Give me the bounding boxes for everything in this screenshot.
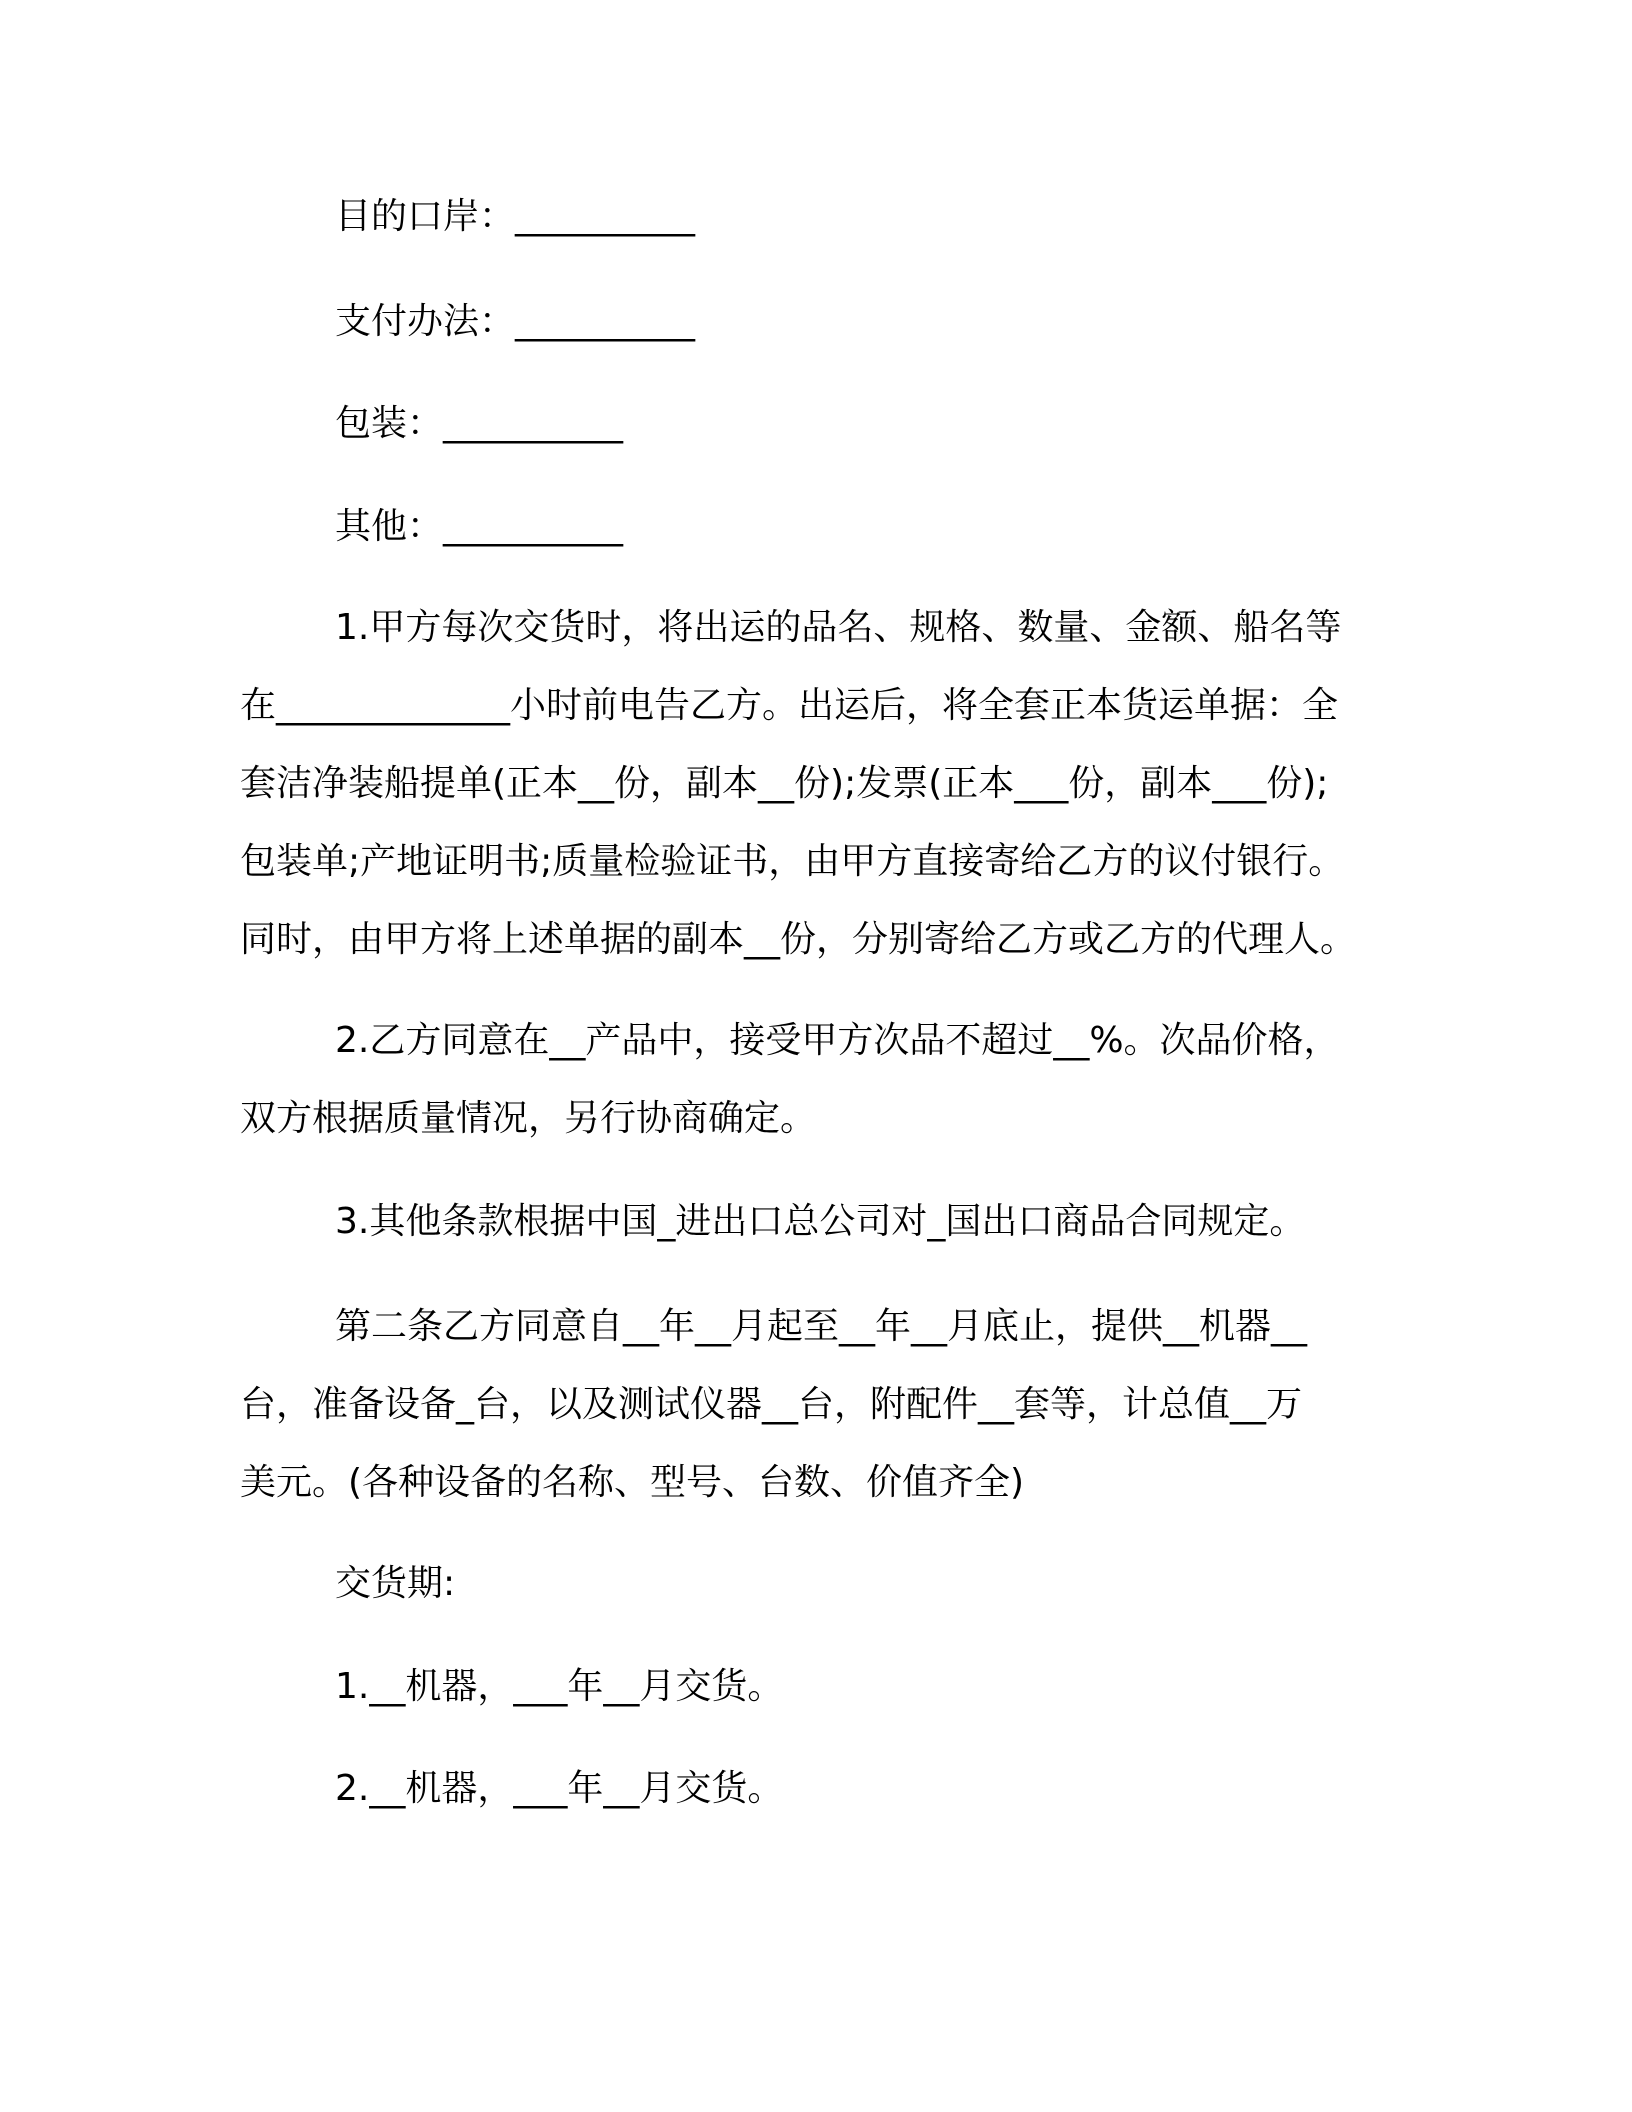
text-line: 台，准备设备_台，以及测试仪器__台，附配件__套等，计总值__万 [240, 1384, 1303, 1425]
text-line: 1.甲方每次交货时，将出运的品名、规格、数量、金额、船名等 [335, 607, 1342, 648]
article-2 [240, 1288, 1380, 1522]
text-line: 双方根据质量情况，另行协商确定。 [240, 1098, 817, 1139]
field-packaging [240, 385, 1475, 463]
text-line: 包装单;产地证明书;质量检验证书，由甲方直接寄给乙方的议付银行。 [240, 841, 1345, 882]
text-line: 3.其他条款根据中国_进出口总公司对_国出口商品合同规定。 [335, 1201, 1306, 1242]
text-line: 2.乙方同意在__产品中，接受甲方次品不超过__%。次品价格， [335, 1020, 1340, 1061]
text-line: 支付办法：__________ [335, 301, 696, 342]
text-line: 交货期: [335, 1563, 456, 1604]
text-line: 套洁净装船提单(正本__份，副本__份);发票(正本___份，副本___份); [240, 763, 1329, 804]
delivery-item-2 [240, 1750, 1475, 1828]
field-destination-port [240, 178, 1475, 256]
delivery-heading [240, 1545, 1475, 1623]
text-line: 2.__机器，___年__月交货。 [335, 1768, 784, 1809]
text-line: 同时，由甲方将上述单据的副本__份，分别寄给乙方或乙方的代理人。 [240, 919, 1357, 960]
clause-3 [240, 1183, 1475, 1261]
text-line: 美元。(各种设备的名称、型号、台数、价值齐全) [240, 1462, 1025, 1503]
clause-1 [240, 589, 1380, 979]
text-line: 目的口岸：__________ [335, 196, 696, 237]
field-payment-method [240, 283, 1475, 361]
text-line: 其他：__________ [335, 506, 624, 547]
text-line: 1.__机器，___年__月交货。 [335, 1666, 784, 1707]
text-line: 在_____________小时前电告乙方。出运后，将全套正本货运单据：全 [240, 685, 1339, 726]
field-other [240, 488, 1475, 566]
text-line: 包装：__________ [335, 403, 624, 444]
delivery-item-1 [240, 1648, 1475, 1726]
clause-2 [240, 1002, 1380, 1158]
text-line: 第二条乙方同意自__年__月起至__年__月底止，提供__机器__ [335, 1306, 1308, 1347]
